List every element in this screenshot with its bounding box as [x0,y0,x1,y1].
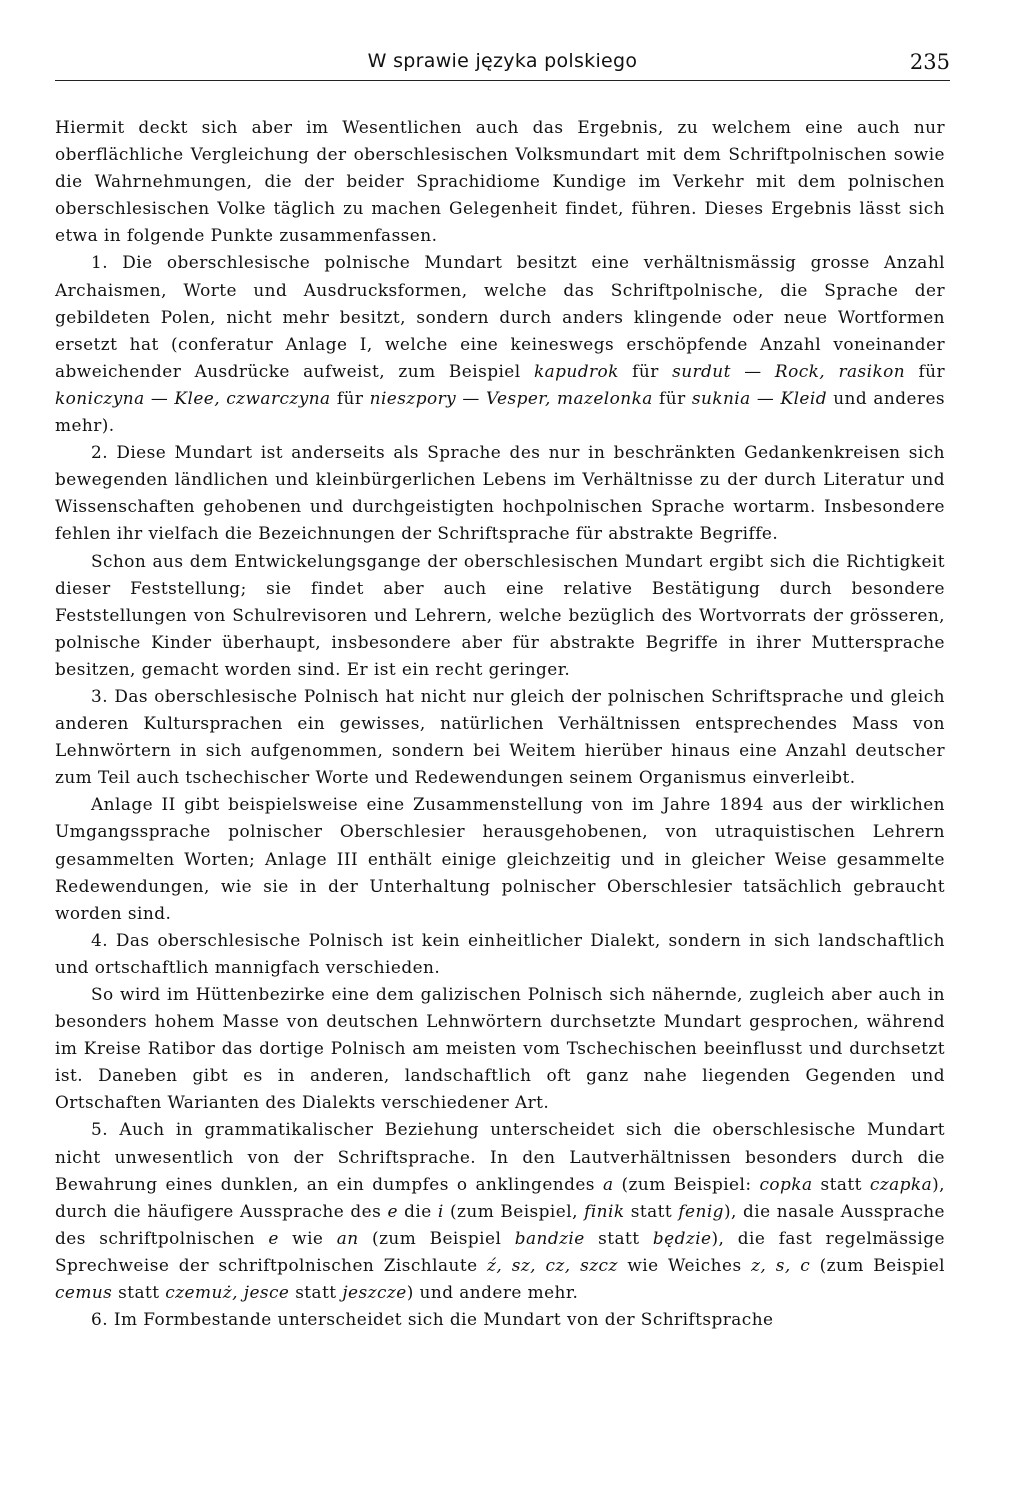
italic-term: z, s, c [751,1254,811,1275]
paragraph-point-3-continued [55,791,945,926]
paragraph-point-2-continued [55,548,945,683]
text-run: ), die nasale Aussprache des schriftpolnischen [55,1200,945,1248]
text-run: Hiermit deckt sich aber im Wesentlichen auch das Ergebnis, zu welchem eine auch nur oberflächliche Vergleichung der oberschlesischen Volksmundart mit dem Schriftpolnischen sowie die Wahrnehmungen, die der beider Sprachidiome Kundige im Verkehr mit dem polnischen oberschlesischen Volke täglich zu machen Gelegenheit findet, führen. Dieses Ergebnis lässt sich etwa in folgende Punkte zusammenfassen. [55,117,945,246]
text-run: für [618,360,673,381]
paragraph-point-6 [55,1306,945,1333]
italic-term: będzie [652,1227,712,1248]
page-number: 235 [909,50,950,74]
paragraph-point-3 [55,683,945,791]
text-run: (zum Beispiel: [613,1173,760,1194]
italic-term: e [387,1200,398,1221]
italic-term: copka [759,1173,813,1194]
text-run: 3. Das oberschlesische Polnisch hat nicht nur gleich der polnischen Schriftsprache und gleich anderen Kultursprachen ein gewisses, natürlichen Verhältnissen entsprechendes Mass von Lehnwörtern in sich aufgenommen, sondern bei Weitem hierüber hinaus eine Anzahl deutscher zum Teil auch tschechischer Worte und Redewendungen seinem Organismus einverleibt. [55,685,945,788]
text-run: statt [112,1282,166,1303]
text-run: 4. Das oberschlesische Polnisch ist kein einheitlicher Dialekt, sondern in sich landschaftlich und ortschaftlich mannigfach verschieden. [55,929,945,977]
text-run: statt [812,1173,870,1194]
header-rule [55,80,950,81]
italic-term: cemus [55,1282,113,1303]
text-run: — [730,360,775,381]
italic-term: Rock, rasikon [774,360,906,381]
text-run: — [144,387,175,408]
text-run: statt [624,1200,679,1221]
text-run: (zum Beispiel, [443,1200,585,1221]
paragraph-point-1 [55,249,945,439]
italic-term: jeszcze [342,1282,407,1303]
italic-term: fenig [678,1200,724,1221]
italic-term: czapka [869,1173,933,1194]
text-run: 6. Im Formbestande unterscheidet sich die Mundart von der Schriftsprache [91,1309,774,1330]
italic-term: Klee, czwarczyna [174,387,331,408]
text-run: 2. Diese Mundart ist anderseits als Sprache des nur in beschränkten Gedankenkreisen sich bewegenden ländlichen und kleinbürgerlichen Lebens im Verhältnisse zu der durch Literatur und Wissenschaften gehobenen und durchgeistigten hochpolnischen Sprache wortarm. Insbesondere fehlen ihr vielfach die Bezeichnungen der Schriftsprache für abstrakte Begriffe. [55,442,945,544]
italic-term: finik [584,1200,625,1221]
italic-term: koniczyna [55,387,145,408]
text-run: (zum Beispiel [810,1254,945,1275]
italic-term: an [336,1227,359,1248]
text-run: ), die fast regelmässige Sprechweise der schriftpolnischen Zischlaute [55,1227,945,1275]
paragraph-intro [55,114,945,249]
italic-term: nieszpory [369,387,457,408]
italic-term: a [602,1173,614,1194]
header-title: W sprawie języka polskiego [367,50,638,72]
italic-term: i [437,1200,444,1221]
running-header [55,48,950,80]
text-run: (zum Beispiel [358,1227,515,1248]
italic-term: Vesper, mazelonka [485,387,653,408]
text-run: 1. Die oberschlesische polnische Mundart besitzt eine verhältnismässig grosse Anzahl Archaismen, Worte und Ausdrucksformen, welche das Schriftpolnische, die Sprache der gebildeten Polen, nicht mehr besitzt, sondern durch anders klingende oder neue Wortformen ersetzt hat (conferatur Anlage I, welche eine keineswegs erschöpfende Anzahl voneinander abweichender Ausdrücke aufweist, zum Beispiel [55,252,945,381]
italic-term: kapudrok [533,360,619,381]
paragraph-point-4-continued [55,981,945,1116]
text-run: Schon aus dem Entwickelungsgange der oberschlesischen Mundart ergibt sich die Richtigkeit dieser Feststellung; sie findet aber auch eine relative Bestätigung durch besondere Feststellungen von Schulrevisoren und Lehrern, welche bezüglich des Wortvorrats der grösseren, polnische Kinder überhaupt, insbesondere aber für abstrakte Begriffe in ihrer Muttersprache besitzen, gemacht worden sind. Er ist ein recht geringer. [55,550,945,679]
body-text [55,114,945,1333]
italic-term: surdut [672,360,731,381]
text-run: So wird im Hüttenbezirke eine dem galizischen Polnisch sich nähernde, zugleich aber auch in besonders hohem Masse von deutschen Lehnwörtern durchsetzte Mundart gesprochen, während im Kreise Ratibor das dortige Polnisch am meisten vom Tschechischen beeinflusst und durchsetzt ist. Daneben gibt es in anderen, landschaftlich oft ganz nahe liegenden Gegenden und Ortschaften Warianten des Dialekts verschiedener Art. [55,984,945,1113]
text-run: — [456,387,486,408]
text-run: 5. Auch in grammatikalischer Beziehung unterscheidet sich die oberschlesische Mundart nicht unwesentlich von der Schriftsprache. In den Lautverhältnissen besonders durch die Bewahrung eines dunklen, an ein dumpfes o anklingendes [55,1119,945,1194]
text-run: wie Weiches [617,1254,752,1275]
italic-term: ź, sz, cz, szcz [487,1254,618,1275]
text-run: für [905,360,946,381]
paragraph-point-2 [55,439,945,547]
text-run: statt [289,1282,343,1303]
text-run: für [330,387,370,408]
text-run: — [750,387,781,408]
text-run: Anlage II gibt beispielsweise eine Zusammenstellung von im Jahre 1894 aus der wirklichen Umgangssprache polnischer Oberschlesier herausgehobenen, von utraquistischen Lehrern gesammelten Worten; Anlage III enthält einige gleichzeitig und in gleicher Weise gesammelte Redewendungen, wie sie in der Unterhaltung polnischer Oberschlesier tatsächlich gebraucht worden sind. [55,794,945,923]
italic-term: bandzie [514,1227,585,1248]
text-run: statt [584,1227,653,1248]
paragraph-point-5 [55,1116,945,1306]
italic-term: czemuż, jesce [165,1282,290,1303]
italic-term: suknia [691,387,751,408]
text-run: ), durch die häufigere Aussprache des [55,1173,945,1221]
text-run: die [397,1200,438,1221]
text-run: wie [278,1227,337,1248]
text-run: und anderes mehr). [55,387,946,436]
paragraph-point-4 [55,927,945,981]
italic-term: e [268,1227,279,1248]
text-run: ) und andere mehr. [406,1282,579,1303]
text-run: für [652,387,692,408]
italic-term: Kleid [780,387,827,408]
